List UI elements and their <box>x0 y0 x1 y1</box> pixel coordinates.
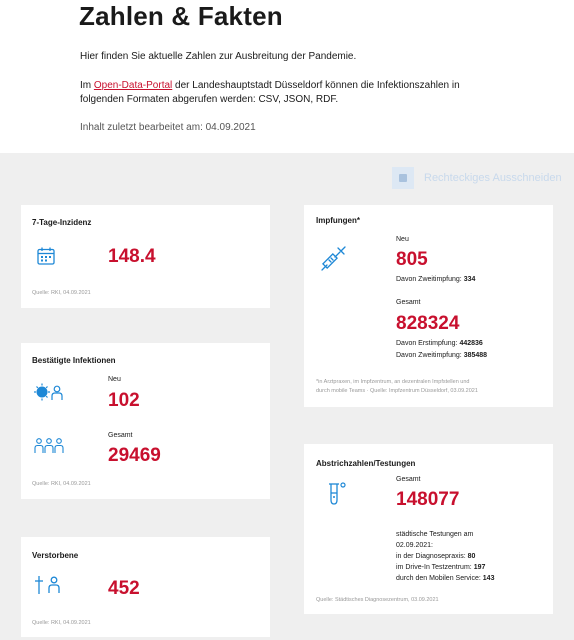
infektionen-source: Quelle: RKI, 04.09.2021 <box>32 481 91 487</box>
inzidenz-source: Quelle: RKI, 04.09.2021 <box>32 290 91 296</box>
intro-text: Hier finden Sie aktuelle Zahlen zur Ausbreitung der Pandemie. <box>80 51 357 62</box>
syringe-icon <box>321 245 347 271</box>
rectangle-snip-icon <box>392 167 414 189</box>
card-impfungen <box>304 205 553 407</box>
test-tube-icon <box>326 480 348 506</box>
testungen-source: Quelle: Städtisches Diagnosezentrum, 03.09.2021 <box>316 597 439 603</box>
card-testungen <box>304 444 553 614</box>
opendata-prefix: Im <box>80 80 94 91</box>
impfungen-new-second-label: Davon Zweitimpfung: <box>396 276 462 283</box>
testungen-total-label: Gesamt <box>396 476 421 483</box>
infektionen-total-value: 29469 <box>108 445 161 466</box>
intro-section <box>0 0 574 153</box>
impfungen-new-label: Neu <box>396 236 409 243</box>
impfungen-footnote-2: durch mobile Teams · Quelle: Impfzentrum Düsseldorf, 03.09.2021 <box>316 388 478 394</box>
opendata-text <box>80 79 500 107</box>
testungen-praxis-value: 80 <box>467 553 476 560</box>
infektionen-new-label: Neu <box>108 376 121 383</box>
inzidenz-title: 7-Tage-Inzidenz <box>32 218 92 227</box>
testungen-mobil <box>396 575 494 582</box>
infektionen-new-value: 102 <box>108 390 140 411</box>
card-verstorbene <box>21 537 270 637</box>
impfungen-new-value: 805 <box>396 249 428 270</box>
impfungen-first <box>396 340 483 347</box>
opendata-suffix: der Landeshauptstadt Düsseldorf können die Infektionszahlen in folgenden Formaten abgerufen werden: CSV, JSON, RDF. <box>80 80 460 105</box>
inzidenz-value: 148.4 <box>108 246 156 267</box>
impfungen-second-label: Davon Zweitimpfung: <box>396 352 462 359</box>
testungen-total-value: 148077 <box>396 489 460 510</box>
card-infektionen <box>21 343 270 499</box>
virus-person-icon <box>34 382 64 402</box>
testungen-drive <box>396 564 485 571</box>
impfungen-footnote-1: *in Arztpraxen, im Impfzentrum, an dezentralen Impfstellen und <box>316 379 470 385</box>
impfungen-title: Impfungen* <box>316 216 360 225</box>
impfungen-second-value: 385488 <box>463 352 488 359</box>
testungen-mobil-label: durch den Mobilen Service: <box>396 575 481 582</box>
last-updated: Inhalt zuletzt bearbeitet am: 04.09.2021 <box>80 122 256 133</box>
cross-person-icon <box>34 575 64 595</box>
verstorbene-value: 452 <box>108 578 140 599</box>
impfungen-total-value: 828324 <box>396 313 460 334</box>
card-inzidenz <box>21 205 270 308</box>
infektionen-title: Bestätigte Infektionen <box>32 356 116 365</box>
verstorbene-title: Verstorbene <box>32 551 79 560</box>
impfungen-new-second-value: 334 <box>463 276 476 283</box>
testungen-line1: städtische Testungen am <box>396 531 474 538</box>
calendar-icon <box>36 246 56 266</box>
impfungen-second <box>396 352 487 359</box>
snip-label: Rechteckiges Ausschneiden <box>424 172 562 184</box>
opendata-link[interactable]: Open-Data-Portal <box>93 80 173 91</box>
testungen-line2: 02.09.2021: <box>396 542 433 549</box>
impfungen-first-value: 442836 <box>459 340 483 347</box>
infektionen-total-label: Gesamt <box>108 432 133 439</box>
testungen-title: Abstrichzahlen/Testungen <box>316 459 416 468</box>
verstorbene-source: Quelle: RKI, 04.09.2021 <box>32 620 91 626</box>
group-people-icon <box>34 437 64 455</box>
snip-overlay-button[interactable] <box>392 166 574 190</box>
page-title: Zahlen & Fakten <box>79 1 283 31</box>
testungen-praxis <box>396 553 475 560</box>
testungen-drive-value: 197 <box>473 564 486 571</box>
testungen-praxis-label: in der Diagnosepraxis: <box>396 553 466 560</box>
impfungen-new-second <box>396 276 475 283</box>
testungen-mobil-value: 143 <box>482 575 495 582</box>
impfungen-total-label: Gesamt <box>396 299 421 306</box>
testungen-drive-label: im Drive-In Testzentrum: <box>396 564 472 571</box>
impfungen-first-label: Davon Erstimpfung: <box>396 340 458 347</box>
